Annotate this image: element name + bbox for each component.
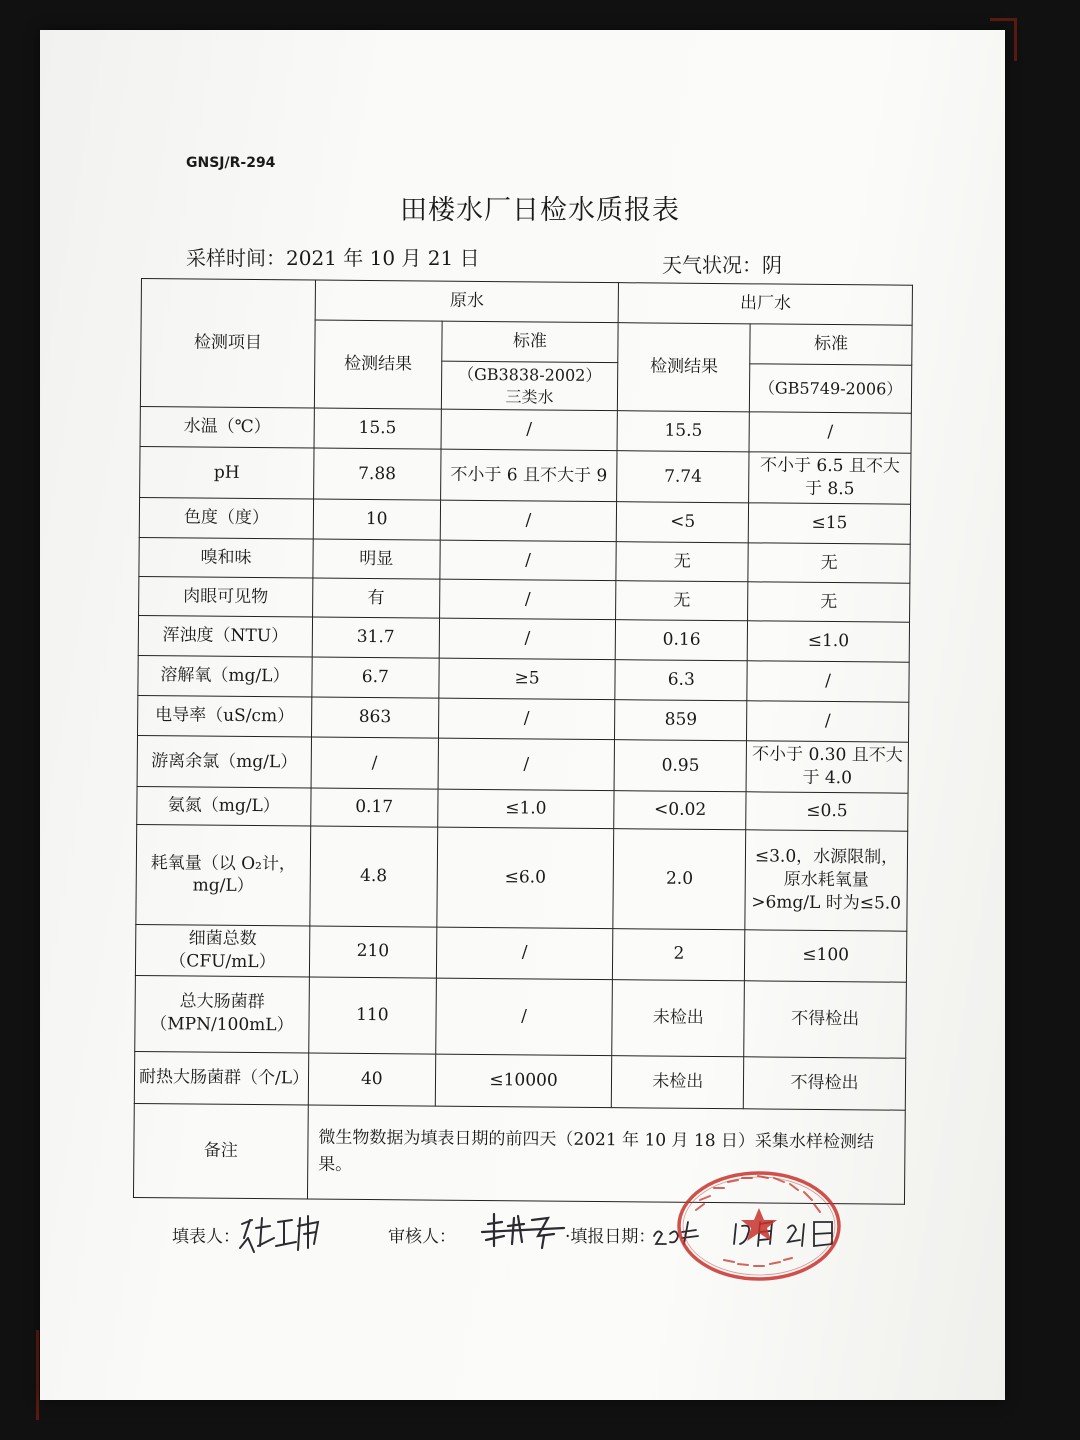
raw-standard: / <box>439 579 616 620</box>
outlet-result: 859 <box>615 700 747 741</box>
filler-signature <box>234 1208 326 1256</box>
raw-result: 863 <box>311 697 438 738</box>
raw-standard: / <box>438 698 615 740</box>
header-raw-result: 检测结果 <box>314 320 441 409</box>
table-row <box>139 577 910 623</box>
outlet-standard: / <box>747 701 909 742</box>
water-quality-table <box>133 278 913 1205</box>
table-row <box>140 407 911 454</box>
page-title: 田楼水厂日检水质报表 <box>400 195 680 226</box>
raw-standard: / <box>438 738 615 790</box>
row-item: 嗅和味 <box>139 538 313 579</box>
outlet-result: 6.3 <box>615 660 747 701</box>
table-row <box>136 824 908 931</box>
raw-standard: ≤1.0 <box>437 789 614 829</box>
row-item: 细菌总数（CFU/mL） <box>135 924 309 976</box>
outlet-standard: 无 <box>748 543 910 583</box>
reviewer-label: 审核人： <box>388 1227 456 1247</box>
outlet-standard: 不小于 0.30 且不大于 4.0 <box>746 741 908 793</box>
outlet-standard: / <box>747 661 909 702</box>
row-item: 氨氮（mg/L） <box>137 786 311 826</box>
raw-standard-code-text: （GB3838-2002） <box>457 364 602 386</box>
raw-result: / <box>311 737 438 789</box>
outlet-standard: / <box>749 412 911 453</box>
raw-result: 有 <box>312 578 439 618</box>
fill-date-label: ·填报日期： <box>565 1227 656 1247</box>
outlet-result: 2.0 <box>613 829 746 930</box>
table-row <box>139 498 910 545</box>
filler-label: 填表人： <box>172 1227 240 1247</box>
row-item: 浑浊度（NTU） <box>138 616 312 658</box>
table-row <box>140 447 911 505</box>
header-item: 检测项目 <box>140 279 315 409</box>
raw-standard: ≤10000 <box>435 1054 612 1108</box>
raw-result: 6.7 <box>312 657 439 698</box>
outlet-standard: ≤100 <box>745 930 907 982</box>
row-item: 水温（℃） <box>140 407 314 449</box>
outlet-standard: 不得检出 <box>743 1057 905 1110</box>
raw-standard: / <box>439 618 616 660</box>
raw-standard: ≤6.0 <box>437 827 615 929</box>
row-item: 耐热大肠菌群（个/L） <box>134 1051 308 1105</box>
header-raw-water: 原水 <box>315 280 619 323</box>
outlet-standard: ≤0.5 <box>746 792 908 831</box>
outlet-result: 7.74 <box>617 451 749 503</box>
row-item: pH <box>140 447 314 499</box>
raw-standard: / <box>440 500 617 542</box>
outlet-result: 2 <box>613 929 745 981</box>
table-row <box>135 924 906 982</box>
row-item: 电导率（uS/cm） <box>138 696 312 738</box>
document-code: GNSJ/R-294 <box>186 155 276 171</box>
remark-label: 备注 <box>133 1103 308 1199</box>
raw-result: 7.88 <box>313 448 440 500</box>
outlet-result: <0.02 <box>614 791 746 830</box>
weather: 天气状况：阴 <box>662 253 782 277</box>
raw-standard-class: 三类水 <box>505 386 554 407</box>
outlet-result: 0.16 <box>616 620 748 661</box>
header-raw-standard: 标准 <box>441 321 618 363</box>
raw-standard: ≥5 <box>439 658 616 700</box>
outlet-result: 无 <box>616 542 748 582</box>
header-outlet-result: 检测结果 <box>618 323 751 412</box>
raw-result: 4.8 <box>310 826 438 927</box>
header-outlet-water: 出厂水 <box>619 283 913 326</box>
outlet-standard: ≤3.0，水源限制，原水耗氧量>6mg/L 时为≤5.0 <box>745 830 908 931</box>
outlet-result: 0.95 <box>614 740 746 792</box>
raw-standard: / <box>440 540 617 581</box>
raw-result: 110 <box>309 977 436 1054</box>
official-seal <box>676 1170 842 1282</box>
raw-standard-code <box>441 361 618 411</box>
row-item: 色度（度） <box>139 498 313 540</box>
table-row <box>135 975 907 1058</box>
outlet-standard: ≤1.0 <box>747 621 909 662</box>
header-outlet-standard: 标准 <box>750 324 912 365</box>
table-row <box>138 656 909 703</box>
outlet-standard: 无 <box>748 582 910 622</box>
table-row <box>139 538 910 584</box>
raw-standard: 不小于 6 且不大于 9 <box>440 449 617 501</box>
raw-result: 明显 <box>313 539 440 579</box>
raw-result: 10 <box>313 499 440 540</box>
raw-result: 31.7 <box>312 617 439 658</box>
table-row <box>134 1051 905 1110</box>
row-item: 总大肠菌群（MPN/100mL） <box>135 975 310 1053</box>
raw-result: 40 <box>308 1053 435 1106</box>
outlet-standard-code: （GB5749-2006） <box>750 364 912 414</box>
row-item: 肉眼可见物 <box>139 577 313 618</box>
reviewer-signature <box>478 1206 568 1252</box>
outlet-standard: 不得检出 <box>744 981 907 1058</box>
outlet-result: 未检出 <box>612 979 744 1056</box>
raw-result: 15.5 <box>314 408 441 449</box>
outlet-result: 无 <box>616 581 748 621</box>
table-row <box>137 736 908 794</box>
remark-text: 微生物数据为填表日期的前四天（2021 年 10 月 18 日）采集水样检测结果。 <box>307 1105 905 1204</box>
raw-standard: / <box>441 409 618 451</box>
outlet-standard: ≤15 <box>748 503 910 544</box>
row-item: 游离余氯（mg/L） <box>137 736 311 788</box>
raw-result: 210 <box>309 926 436 978</box>
sampling-time: 采样时间：2021 年 10 月 21 日 <box>186 246 480 270</box>
table-row <box>138 616 909 663</box>
outlet-standard: 不小于 6.5 且不大于 8.5 <box>749 452 911 504</box>
table-row <box>138 696 909 743</box>
row-item: 耗氧量（以 O₂计，mg/L） <box>136 824 311 926</box>
row-item: 溶解氧（mg/L） <box>138 656 312 698</box>
outlet-result: <5 <box>617 502 749 543</box>
raw-result: 0.17 <box>311 788 438 827</box>
outlet-result: 未检出 <box>612 1055 744 1108</box>
raw-standard: / <box>435 978 612 1056</box>
raw-standard: / <box>436 927 613 979</box>
outlet-result: 15.5 <box>617 411 749 452</box>
